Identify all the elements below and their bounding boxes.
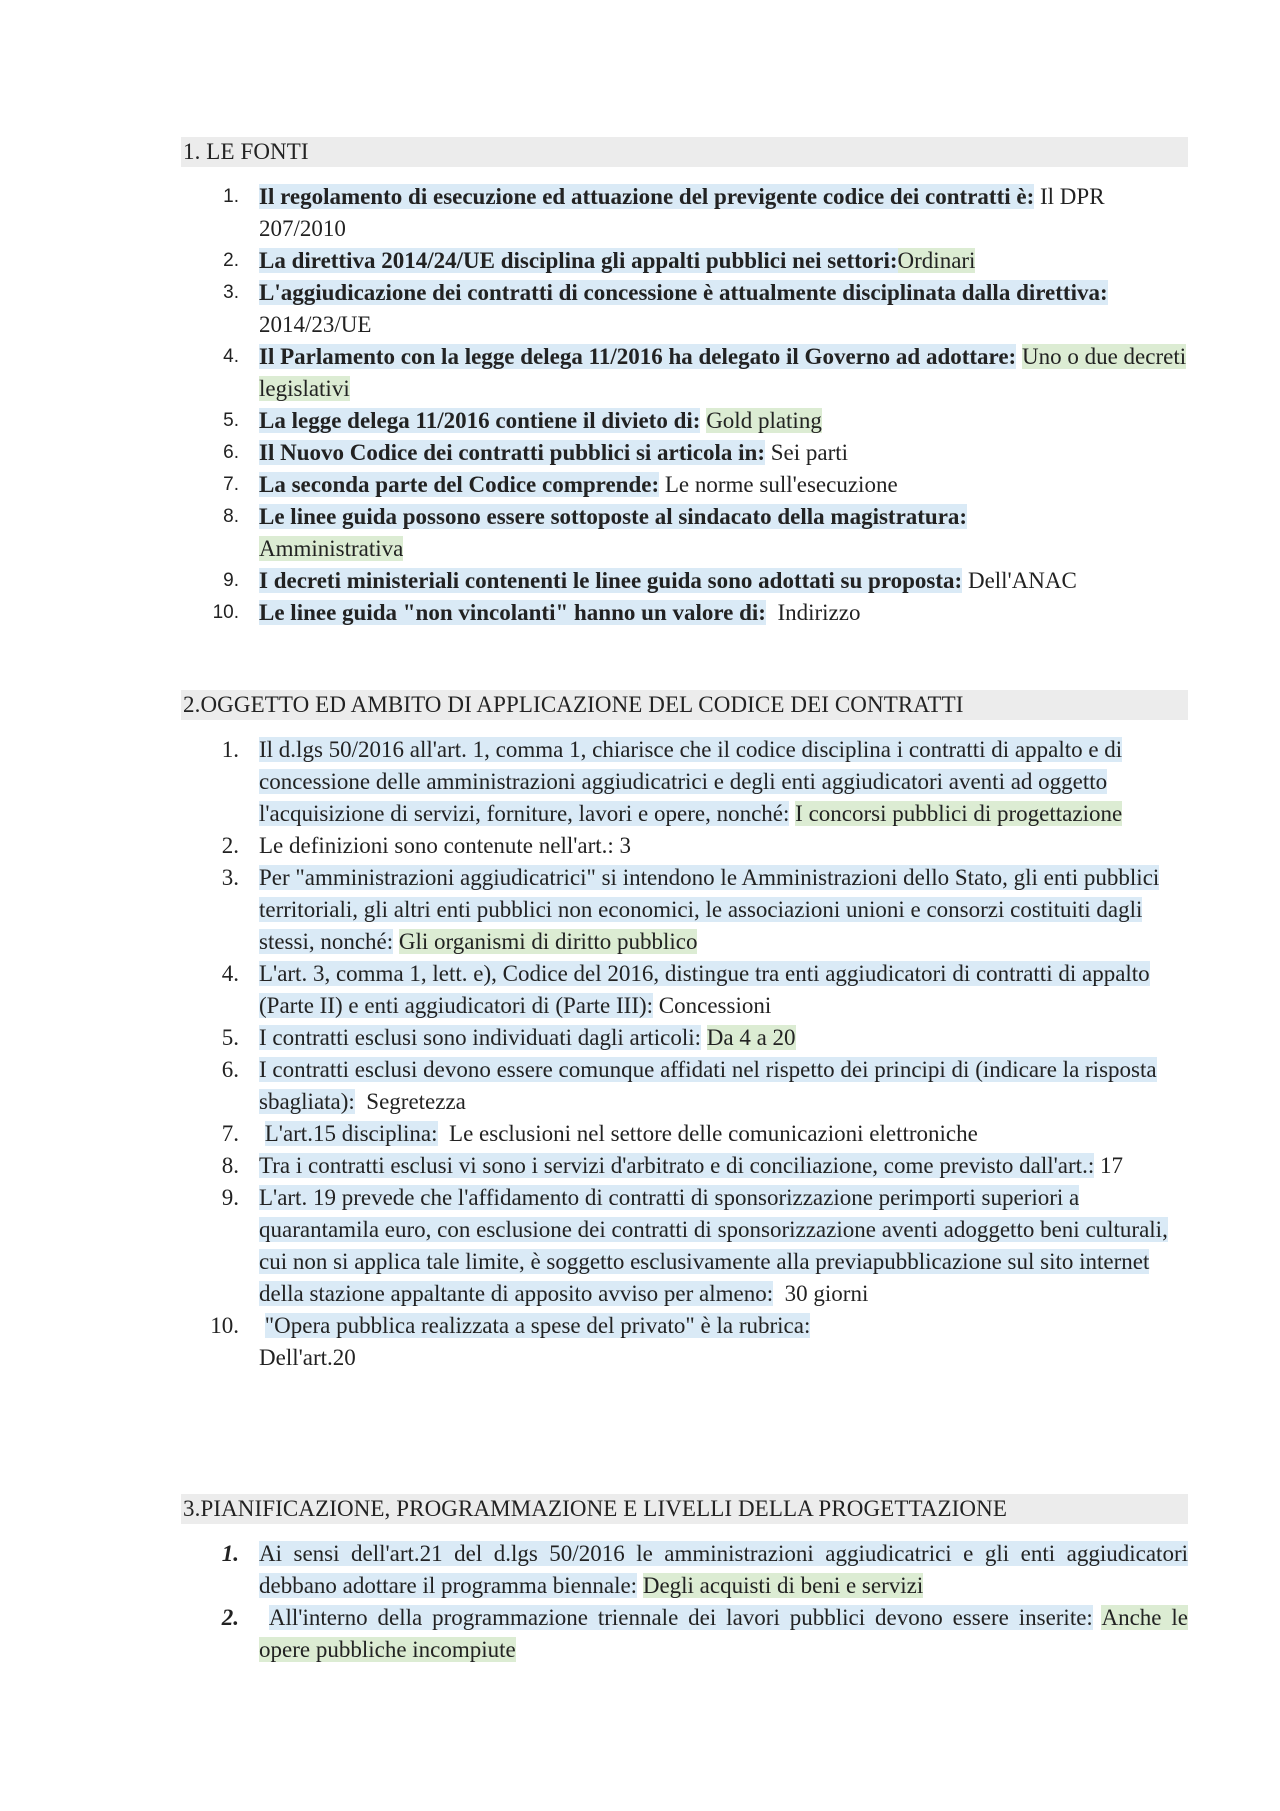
question-text: I contratti esclusi devono essere comunque affidati nel rispetto dei principi di (indicare la risposta sbagliata): xyxy=(259,1057,1157,1114)
item-number: 1. xyxy=(223,186,239,207)
answer-text: Degli acquisti di beni e servizi xyxy=(642,1573,924,1598)
question-text: Il Nuovo Codice dei contratti pubblici si articola in: xyxy=(259,440,765,465)
answer-text: 30 giorni xyxy=(784,1281,869,1306)
question-list xyxy=(181,734,1188,1374)
section-title: 2.OGGETTO ED AMBITO DI APPLICAZIONE DEL CODICE DEI CONTRATTI xyxy=(181,690,1188,720)
list-item xyxy=(181,501,1188,565)
list-item xyxy=(181,1118,1188,1150)
list-item xyxy=(181,181,1188,245)
item-number: 2. xyxy=(223,250,239,271)
item-number: 2. xyxy=(221,1605,239,1630)
list-item xyxy=(181,341,1188,405)
list-item xyxy=(181,405,1188,437)
answer-text: Concessioni xyxy=(658,993,772,1018)
question-text: La seconda parte del Codice comprende: xyxy=(259,472,660,497)
question-text: Le definizioni sono contenute nell'art.: xyxy=(259,833,614,858)
question-text: Per "amministrazioni aggiudicatrici" si intendono le Amministrazioni dello Stato, gli enti pubblici territoriali, gli altri enti pubblici non economici, le associazioni unioni e consorzi costituiti dagli stessi, nonché: xyxy=(259,865,1160,954)
answer-text: Indirizzo xyxy=(777,600,861,625)
list-item xyxy=(181,862,1188,958)
answer-text: Dell'ANAC xyxy=(967,568,1077,593)
question-text: Il d.lgs 50/2016 all'art. 1, comma 1, chiarisce che il codice disciplina i contratti di appalto e di concessione delle amministrazioni aggiudicatrici e degli enti aggiudicatori aventi ad oggetto l'acquisizione di servizi, forniture, lavori e opere, nonché: xyxy=(259,737,1123,826)
answer-text: 17 xyxy=(1099,1153,1123,1178)
question-text: I decreti ministeriali contenenti le linee guida sono adottati su proposta: xyxy=(259,568,963,593)
answer-text: Dell'art.20 xyxy=(259,1345,356,1370)
question-text: Il Parlamento con la legge delega 11/2016 ha delegato il Governo ad adottare: xyxy=(259,344,1017,369)
list-item xyxy=(181,1182,1188,1310)
answer-text: Segretezza xyxy=(366,1089,466,1114)
list-item xyxy=(181,734,1188,830)
answer-text: Gold plating xyxy=(706,408,822,433)
item-number: 6. xyxy=(223,442,239,463)
item-number: 3. xyxy=(223,282,239,303)
question-text: All'interno della programmazione triennale dei lavori pubblici devono essere inserite: xyxy=(268,1605,1093,1630)
section-title: 1. LE FONTI xyxy=(181,137,1188,167)
list-item xyxy=(181,565,1188,597)
item-number: 9. xyxy=(221,1185,239,1210)
item-number: 7. xyxy=(221,1121,239,1146)
section-pianificazione xyxy=(181,1494,1188,1666)
question-text: L'aggiudicazione dei contratti di concessione è attualmente disciplinata dalla direttiva: xyxy=(259,280,1108,305)
item-number: 4. xyxy=(221,961,239,986)
question-text: L'art.15 disciplina: xyxy=(264,1121,438,1146)
answer-text: Da 4 a 20 xyxy=(706,1025,796,1050)
item-number: 1. xyxy=(221,1541,239,1566)
question-text: "Opera pubblica realizzata a spese del privato" è la rubrica: xyxy=(264,1313,811,1338)
answer-text: Il DPR 207/2010 xyxy=(259,184,1105,241)
answer-text: I concorsi pubblici di progettazione xyxy=(795,801,1123,826)
list-item xyxy=(181,1602,1188,1666)
item-number: 9. xyxy=(223,570,239,591)
answer-text: Anche le opere pubbliche incompiute xyxy=(259,1605,1188,1662)
list-item xyxy=(181,958,1188,1022)
list-item xyxy=(181,437,1188,469)
answer-text: Le norme sull'esecuzione xyxy=(664,472,898,497)
item-number: 2. xyxy=(221,833,239,858)
answer-text: Le esclusioni nel settore delle comunicazioni elettroniche xyxy=(449,1121,978,1146)
question-text: Il regolamento di esecuzione ed attuazione del previgente codice dei contratti è: xyxy=(259,184,1035,209)
question-list xyxy=(181,1538,1188,1666)
item-number: 7. xyxy=(223,474,239,495)
list-item xyxy=(181,1538,1188,1602)
question-text: Le linee guida possono essere sottoposte al sindacato della magistratura: xyxy=(259,504,968,529)
item-number: 10. xyxy=(210,1313,239,1338)
question-text: I contratti esclusi sono individuati dagli articoli: xyxy=(259,1025,702,1050)
list-item xyxy=(181,277,1188,341)
list-item xyxy=(181,830,1188,862)
answer-text: Amministrativa xyxy=(259,536,404,561)
question-text: Ai sensi dell'art.21 del d.lgs 50/2016 le amministrazioni aggiudicatrici e gli enti aggiudicatori debbano adottare il programma biennale: xyxy=(259,1541,1188,1598)
question-text: Le linee guida "non vincolanti" hanno un valore di: xyxy=(259,600,766,625)
item-number: 5. xyxy=(221,1025,239,1050)
section-oggetto-ambito xyxy=(181,690,1188,1374)
question-text: La legge delega 11/2016 contiene il divieto di: xyxy=(259,408,701,433)
list-item xyxy=(181,1150,1188,1182)
question-text: Tra i contratti esclusi vi sono i servizi d'arbitrato e di conciliazione, come previsto dall'art.: xyxy=(259,1153,1095,1178)
section-title: 3.PIANIFICAZIONE, PROGRAMMAZIONE E LIVELLI DELLA PROGETTAZIONE xyxy=(181,1494,1188,1524)
list-item xyxy=(181,469,1188,501)
question-text: L'art. 19 prevede che l'affidamento di contratti di sponsorizzazione perimporti superiori a quarantamila euro, con esclusione dei contratti di sponsorizzazione aventi adoggetto beni culturali, cui non si applica tale limite, è soggetto esclusivamente alla previapubblicazione sul sito internet della stazione appaltante di apposito avviso per almeno: xyxy=(259,1185,1168,1306)
item-number: 5. xyxy=(223,410,239,431)
item-number: 3. xyxy=(221,865,239,890)
list-item xyxy=(181,1022,1188,1054)
answer-text: 3 xyxy=(619,833,632,858)
question-list xyxy=(181,181,1188,629)
item-number: 4. xyxy=(223,346,239,367)
answer-text: Gli organismi di diritto pubblico xyxy=(398,929,698,954)
list-item xyxy=(181,1054,1188,1118)
item-number: 8. xyxy=(221,1153,239,1178)
answer-text: Ordinari xyxy=(897,248,976,273)
section-le-fonti xyxy=(181,137,1188,629)
item-number: 8. xyxy=(223,506,239,527)
list-item xyxy=(181,245,1188,277)
item-number: 1. xyxy=(221,737,239,762)
item-number: 6. xyxy=(221,1057,239,1082)
question-text: L'art. 3, comma 1, lett. e), Codice del 2016, distingue tra enti aggiudicatori di contratti di appalto (Parte II) e enti aggiudicatori di (Parte III): xyxy=(259,961,1150,1018)
answer-text: 2014/23/UE xyxy=(259,312,372,337)
answer-text: Sei parti xyxy=(770,440,849,465)
answer-text: Uno o due decreti legislativi xyxy=(259,344,1187,401)
list-item xyxy=(181,597,1188,629)
list-item xyxy=(181,1310,1188,1374)
question-text: La direttiva 2014/24/UE disciplina gli appalti pubblici nei settori: xyxy=(259,248,898,273)
item-number: 10. xyxy=(212,602,239,623)
